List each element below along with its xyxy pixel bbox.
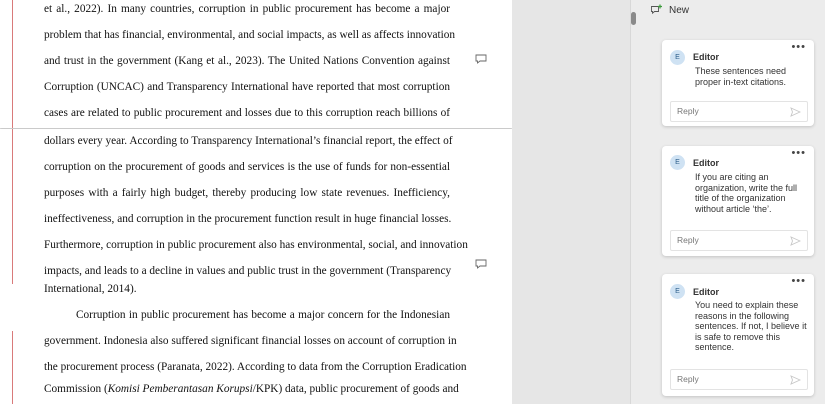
avatar: E — [670, 284, 685, 299]
comment-author: Editor — [693, 158, 719, 168]
doc-line[interactable] — [44, 381, 459, 397]
comment-card[interactable] — [662, 274, 814, 396]
reply-placeholder: Reply — [677, 106, 699, 116]
new-comment-icon — [650, 4, 663, 16]
doc-line[interactable]: dollars every year. According to Transparency International’s financial report, the effect of — [44, 135, 453, 147]
avatar: E — [670, 50, 685, 65]
comment-card[interactable] — [662, 40, 814, 126]
reply-placeholder: Reply — [677, 235, 699, 245]
new-comment-button[interactable] — [650, 4, 689, 16]
comment-marker-icon[interactable] — [475, 259, 487, 269]
more-options-button[interactable]: ••• — [791, 41, 806, 53]
doc-line[interactable]: impacts, and leads to a decline in values and public trust in the government (Transparency — [44, 265, 452, 277]
doc-italic-text: Komisi Pemberantasan Korupsi — [107, 383, 253, 395]
reply-placeholder: Reply — [677, 374, 699, 384]
doc-line[interactable]: International, 2014). — [44, 283, 137, 295]
new-comment-label: New — [669, 4, 690, 16]
revision-bar — [12, 129, 13, 284]
margin-gap — [512, 0, 630, 404]
comment-author: Editor — [693, 52, 719, 62]
doc-text: Commission ( — [44, 383, 108, 395]
more-options-button[interactable]: ••• — [791, 147, 806, 159]
page-2 — [0, 129, 512, 404]
send-icon[interactable] — [790, 107, 801, 117]
reply-input[interactable] — [670, 101, 808, 122]
reply-input[interactable] — [670, 230, 808, 251]
doc-line[interactable]: purposes with a fairly high budget, thereby producing low state revenues. Inefficiency, — [44, 187, 450, 199]
doc-line[interactable]: corruption on the procurement of goods and services is the use of funds for non-essential — [44, 161, 450, 173]
comment-text: These sentences need proper in-text citations. — [695, 66, 787, 87]
doc-line[interactable]: problem that has financial, environmental, and social impacts, as well as affects innovation — [44, 29, 456, 41]
doc-line[interactable]: the procurement process (Paranata, 2022). According to data from the Corruption Eradication — [44, 361, 467, 373]
avatar: E — [670, 155, 685, 170]
comment-text: If you are citing an organization, write the full title of the organization without article ‘the’. — [695, 172, 798, 214]
doc-line[interactable]: government. Indonesia also suffered significant financial losses on account of corruption in — [44, 335, 457, 347]
revision-bar — [12, 331, 13, 404]
doc-line[interactable]: et al., 2022). In many countries, corruption in public procurement has become a major — [44, 3, 450, 15]
doc-line[interactable]: Corruption in public procurement has become a major concern for the Indonesian — [76, 309, 450, 321]
doc-line[interactable]: ineffectiveness, and corruption in the procurement function result in huge financial losses. — [44, 213, 452, 225]
doc-line[interactable]: and trust in the government (Kang et al., 2023). The United Nations Convention against — [44, 55, 450, 67]
send-icon[interactable] — [790, 236, 801, 246]
comment-text: You need to explain these reasons in the following sentences. If not, I believe it is safe to remove this sentence. — [695, 300, 807, 352]
doc-line[interactable]: Corruption (UNCAC) and Transparency International have reported that most corruption — [44, 81, 450, 93]
comment-marker-icon[interactable] — [475, 54, 487, 64]
page-1 — [0, 0, 512, 128]
scrollbar-thumb[interactable] — [631, 12, 636, 25]
reply-input[interactable] — [670, 369, 808, 390]
comment-card[interactable] — [662, 146, 814, 256]
more-options-button[interactable]: ••• — [791, 275, 806, 287]
doc-line[interactable]: Furthermore, corruption in public procurement also has environmental, social, and innovation — [44, 239, 468, 251]
doc-text: /KPK) data, public procurement of goods and — [252, 383, 459, 395]
revision-bar — [12, 0, 13, 128]
send-icon[interactable] — [790, 375, 801, 385]
comment-author: Editor — [693, 287, 719, 297]
doc-line[interactable]: cases are related to public procurement and losses due to this corruption reach billions of — [44, 107, 450, 119]
